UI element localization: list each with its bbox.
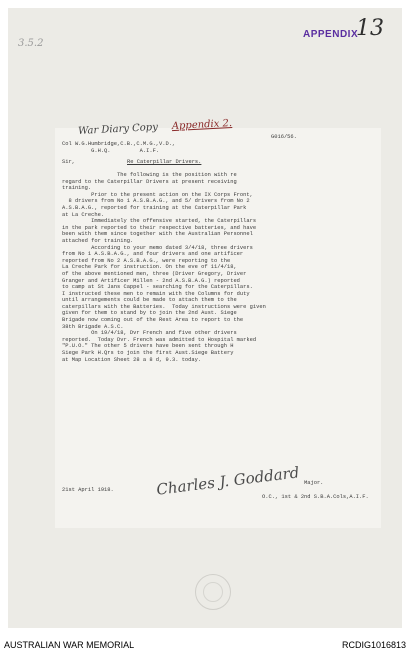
signer-rank: Major. [304,480,324,486]
footer-record-id: RCDIG1016813 [341,640,406,650]
appendix-note: Appendix 2. [171,117,233,133]
letter-date: 21st April 1918. [62,487,114,493]
handwritten-signature: Charles J. Goddard [155,463,301,499]
letter-body: The following is the position with re regard to the Caterpillar Drivers at present receiving training. Prior to the present action on the IX Corps Front, 8 drivers from No 1 A.S.B.A.G., and 5/ drivers from No 2 A.S.B.A.G., reported for training at the Caterpillar Park at La Creche. Immediately the offensive started, the Caterpillars in the park reported to their respective batteries, and have been with them since together with the Australian Personnel attached for training. According to your memo dated 3/4/18, three drivers from No 1 A.S.B.A.G., and four drivers and one artificer reported from No 2 A.S.B.A.G., were reporting to the La Creche Park for instruction. On the eve of 11/4/18, of the above mentioned men, three (Driver Gregory, Driver Granger and Artificer Millen - 2nd A.S.B.A.G.) reported to camp at St Jans Cappel - searching for the Caterpillars. I instructed these men to remain with the Columns for duty until arrangements could be made to attach them to the caterpillars with the Batteries. Today instructions were given given for them to stand by to join the 2nd Aust. Siege Brigade now coming out of the Rest Area to report to the 38th Brigade A.S.C. On 19/4/18, Dvr French and five other drivers reported. Today Dvr. French was admitted to Hospital marked "P.U.O." The other 5 drivers have been sent through H Siege Park H.Qrs to join the first Aust.Siege Battery at Map Location Sheet 28 a 8 d, 9.3. today. [62,172,266,363]
letter-reference: G016/56. [271,134,297,140]
letter-salutation: Sir, [62,159,75,165]
corner-pencil-note: 3.5.2 [18,38,44,49]
letter-subject: Re Caterpillar Drivers. [127,159,202,165]
letter-addressee [62,141,175,154]
addressee-line-1: Col W.G.Humbridge,C.B.,C.M.G.,V.D., [62,141,176,147]
signer-unit: O.C., 1st & 2nd S.B.A.Cols,A.I.F. [262,494,369,500]
embossed-seal-icon [195,574,231,610]
appendix-stamp: APPENDIX [303,29,359,40]
appendix-number: 13 [356,16,384,41]
war-diary-copy-note: War Diary Copy [77,121,159,138]
addressee-line-2: G.H.Q. A.I.F. [62,147,160,154]
footer-institution: AUSTRALIAN WAR MEMORIAL [4,640,135,650]
